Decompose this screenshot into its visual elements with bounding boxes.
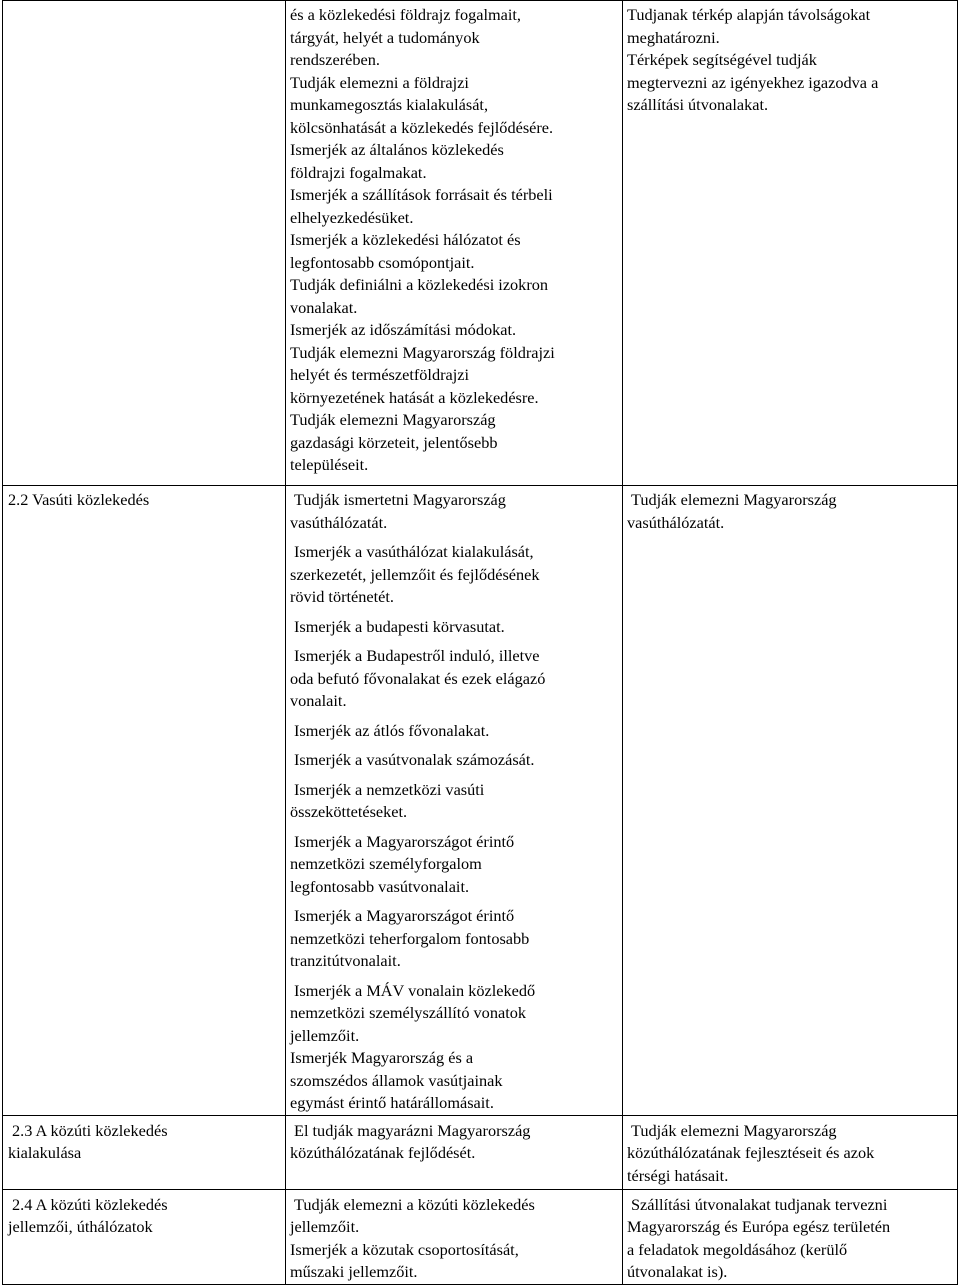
requirement-item: Ismerjék az általános közlekedés földrajzi fogalmakat. [290,140,504,182]
requirement-item: Ismerjék a Magyarországot érintő nemzetközi teherforgalom fontosabb tranzitútvonalait. [290,906,530,970]
topic-title: 2.3 A közúti közlekedés [12,1120,168,1140]
requirement-item: Tudják elemezni a földrajzi munkamegosztás kialakulását, kölcsönhatását a közlekedés fejlődésére. [290,72,554,137]
requirement-item: Ismerjék a szállítások forrásait és térbeli elhelyezkedésüket. [290,185,553,227]
skill-item: Térképek segítségével tudják megtervezni az igényekhez igazodva a szállítási útvonalakat. [627,50,879,114]
requirement-item: Tudják definiálni a közlekedési izokron vonalakat. [290,275,549,317]
skill-item: Tudják elemezni Magyarország vasúthálózatát. [627,490,837,532]
requirement-item: Ismerjék a vasúthálózat kialakulását, szerkezetét, jellemzőit és fejlődésének rövid történetét. [290,542,540,606]
requirements-cell [286,486,623,1116]
topic-title: 2.4 A közúti közlekedés [12,1194,168,1214]
requirement-item: Tudják elemezni a közúti közlekedés jellemzőit. [290,1194,535,1236]
requirement-item: Ismerjék a nemzetközi vasúti összeköttetéseket. [290,779,485,821]
requirement-item: Ismerjék az átlós fővonalakat. [294,720,490,740]
topic-cell [3,1,286,486]
requirement-item: Ismerjék a közlekedési hálózatot és legfontosabb csomópontjait. [290,230,521,272]
requirement-item: Ismerjék a Magyarországot érintő nemzetközi személyforgalom legfontosabb vasútvonalait. [290,831,515,896]
skill-item: Tudjanak térkép alapján távolságokat meghatározni. [627,5,871,47]
requirements-cell [286,1115,623,1189]
requirement-item: Ismerjék az időszámítási módokat. [290,320,517,339]
topic-cell: 2.4 A közúti közlekedés jellemzői, úthálózatok [3,1189,286,1284]
table-row [3,486,958,1116]
requirement-item: és a közlekedési földrajz fogalmait, tárgyát, helyét a tudományok rendszerében. [290,5,522,69]
requirement-item: Ismerjék a Budapestről induló, illetve oda befutó fővonalakat és ezek elágazó vonalait. [290,646,546,710]
table-row [3,1115,958,1189]
document-page [2,0,957,1281]
requirement-item: Tudják elemezni Magyarország földrajzi helyét és természetföldrajzi környezetének hatását a közlekedésre. [290,342,555,407]
skill-item: Szállítási útvonalakat tudjanak tervezni Magyarország és Európa egész területén a feladatok megoldásához (kerülő útvonalakat is). [627,1194,891,1281]
curriculum-table [2,0,958,1285]
skills-cell [623,1115,958,1189]
requirement-item: Tudják ismertetni Magyarország vasúthálózatát. [290,490,506,532]
requirements-cell [286,1,623,486]
requirement-item: Ismerjék a közutak csoportosítását, műszaki jellemzőit. [290,1239,519,1281]
requirement-item: Ismerjék a MÁV vonalain közlekedő nemzetközi személyszállító vonatok jellemzőit. [290,980,536,1045]
topic-cell [3,486,286,1116]
requirement-item: Ismerjék Magyarország és a szomszédos államok vasútjainak egymást érintő határállomásait. [290,1048,503,1112]
table-row [3,1,958,486]
skills-cell [623,486,958,1116]
skill-item: Tudják elemezni Magyarország közúthálózatának fejlesztéseit és azok térségi hatásait. [627,1120,875,1185]
topic-cell: 2.3 A közúti közlekedés kialakulása [3,1115,286,1189]
requirement-item: El tudják magyarázni Magyarország közúthálózatának fejlődését. [290,1120,531,1162]
requirement-item: Tudják elemezni Magyarország gazdasági körzeteit, jelentősebb településeit. [290,410,498,474]
skills-cell [623,1,958,486]
topic-title: 2.2 Vasúti közlekedés [8,490,150,509]
requirement-item: Ismerjék a budapesti körvasutat. [294,616,505,636]
requirement-item: Ismerjék a vasútvonalak számozását. [294,750,535,769]
